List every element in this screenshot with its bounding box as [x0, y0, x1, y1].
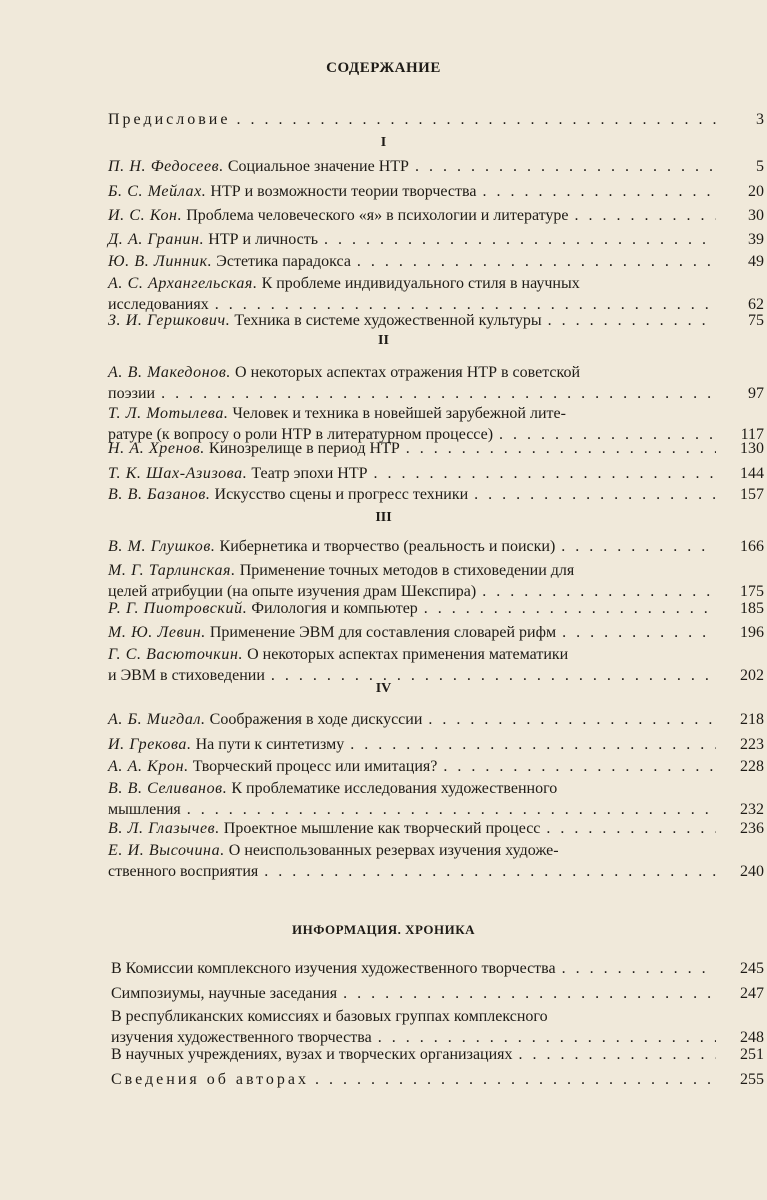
toc-entry: [108, 622, 764, 643]
toc-entry-preface: [108, 109, 764, 130]
entry-text: [108, 799, 181, 820]
entry-title-line: Техника в системе художественной культуры: [234, 312, 542, 329]
entry-title-line: Филология и компьютер: [251, 600, 418, 617]
entry-line: [108, 536, 764, 557]
dot-leader: [315, 1069, 716, 1090]
dot-leader: [562, 958, 716, 979]
toc-entry: [108, 273, 764, 315]
entry-line: [108, 362, 764, 383]
entry-text: [108, 383, 155, 404]
entry-title-line: Эстетика парадокса: [216, 253, 351, 270]
dot-leader: [343, 983, 716, 1004]
entry-text: [108, 818, 540, 839]
entry-line: [108, 709, 764, 730]
page-number: 251: [740, 1046, 764, 1063]
entry-text: [108, 251, 351, 272]
entry-author: М. Ю. Левин.: [108, 624, 206, 641]
page-number: 228: [740, 758, 764, 775]
page-number: 144: [740, 465, 764, 482]
toc-entry: [108, 536, 764, 557]
entry-title-line: Проблема человеческого «я» в психологии и литературе: [186, 207, 569, 224]
entry-text: [108, 229, 318, 250]
page-number: 196: [740, 624, 764, 641]
entry-title-line: исследованиях: [108, 296, 209, 313]
entry-author: З. И. Гершкович.: [108, 312, 231, 329]
entry-author: А. А. Крон.: [108, 758, 189, 775]
dot-leader: [546, 818, 716, 839]
entry-author: Т. Л. Мотылева.: [108, 405, 229, 422]
page-number: 218: [740, 711, 764, 728]
entry-line: [108, 861, 764, 882]
toc-entry: [108, 598, 764, 619]
entry-title-line: Социальное значение НТР: [227, 158, 409, 175]
entry-title-line: На пути к синтетизму: [195, 736, 345, 753]
entry-line: [108, 109, 764, 130]
dot-leader: [415, 156, 716, 177]
dot-leader: [575, 205, 716, 226]
toc-entry: [108, 709, 764, 730]
entry-text: [108, 644, 568, 665]
dot-leader: [373, 463, 716, 484]
entry-text: [108, 536, 555, 557]
entry-author: Р. Г. Пиотровский.: [108, 600, 248, 617]
page-number: 5: [756, 158, 764, 175]
entry-author: Д. А. Гранин.: [108, 231, 205, 248]
page-number: 3: [756, 111, 764, 128]
entry-line: [111, 1006, 764, 1027]
entry-title-line: Предисловие: [108, 111, 231, 128]
page-number: 185: [740, 600, 764, 617]
toc-entry: [108, 756, 764, 777]
entry-text: [111, 958, 556, 979]
entry-text: [108, 622, 556, 643]
dot-leader: [424, 598, 716, 619]
toc-entry: [108, 840, 764, 882]
entry-text: [111, 983, 337, 1004]
page-number: 30: [748, 207, 764, 224]
entry-line: [108, 383, 764, 404]
entry-line: [108, 644, 764, 665]
page-title: СОДЕРЖАНИЕ: [326, 60, 441, 76]
entry-author: М. Г. Тарлинская.: [108, 562, 236, 579]
entry-title-line: ратуре (к вопросу о роли НТР в литературном процессе): [108, 426, 494, 443]
entry-title-line: Театр эпохи НТР: [251, 465, 368, 482]
entry-line: [108, 156, 764, 177]
entry-text: [108, 273, 580, 294]
dot-leader: [161, 383, 716, 404]
entry-title-line: ственного восприятия: [108, 863, 259, 880]
entry-author: А. Б. Мигдал.: [108, 711, 206, 728]
entry-line: [111, 983, 764, 1004]
entry-title-line: Применение ЭВМ для составления словарей рифм: [209, 624, 557, 641]
entry-title-line: Кинозрелище в период НТР: [208, 440, 400, 457]
entry-text: [108, 709, 422, 730]
entry-line: [108, 273, 764, 294]
entry-line: [108, 403, 764, 424]
toc-entry: [108, 310, 764, 331]
entry-line: [111, 1069, 764, 1090]
entry-line: [108, 734, 764, 755]
entry-title-line: Применение точных методов в стиховедении для: [239, 562, 575, 579]
entry-title-line: Проектное мышление как творческий процесс: [223, 820, 541, 837]
page-number: 157: [740, 486, 764, 503]
entry-line: [108, 463, 764, 484]
dot-leader: [561, 536, 716, 557]
dot-leader: [428, 709, 716, 730]
info-entry: [111, 1006, 764, 1048]
entry-line: [108, 840, 764, 861]
entry-text: [111, 1069, 309, 1090]
entry-title-line: К проблеме индивидуального стиля в научных: [261, 275, 580, 292]
entry-title-line: О некоторых аспектах применения математики: [247, 646, 569, 663]
entry-title-line: Искусство сцены и прогресс техники: [214, 486, 469, 503]
page-number: 245: [740, 960, 764, 977]
entry-title-line: Кибернетика и творчество (реальность и поиски): [219, 538, 556, 555]
entry-line: [111, 958, 764, 979]
entry-line: [108, 756, 764, 777]
entry-text: [108, 734, 344, 755]
toc-entry: [108, 734, 764, 755]
entry-line: [108, 484, 764, 505]
dot-leader: [406, 438, 716, 459]
entry-author: В. В. Базанов.: [108, 486, 211, 503]
page-number: 236: [740, 820, 764, 837]
entry-author: В. Л. Глазычев.: [108, 820, 220, 837]
page-number: 117: [740, 426, 764, 443]
toc-entry: [108, 362, 764, 404]
entry-line: [108, 251, 764, 272]
toc-entry: [108, 818, 764, 839]
page-number: 166: [740, 538, 764, 555]
page-number: 223: [740, 736, 764, 753]
page-number: 62: [748, 296, 764, 313]
page-number: 240: [740, 863, 764, 880]
entry-line: [108, 438, 764, 459]
entry-title-line: В Комиссии комплексного изучения художественного творчества: [111, 960, 556, 977]
entry-title-line: В республиканских комиссиях и базовых группах комплексного: [111, 1008, 548, 1025]
dot-leader: [562, 622, 716, 643]
section-numeral: III: [375, 510, 392, 525]
page-number: 75: [748, 312, 764, 329]
entry-title-line: К проблематике исследования художественного: [231, 780, 558, 797]
page-number: 255: [740, 1071, 764, 1088]
entry-line: [108, 560, 764, 581]
dot-leader: [474, 484, 716, 505]
entry-title-line: Человек и техника в новейшей зарубежной лите-: [232, 405, 566, 422]
entry-author: П. Н. Федосеев.: [108, 158, 224, 175]
entry-title-line: Соображения в ходе дискуссии: [209, 711, 423, 728]
entry-title-line: поэзии: [108, 385, 156, 402]
entry-text: [108, 156, 409, 177]
page-number: 49: [748, 253, 764, 270]
toc-entry: [108, 484, 764, 505]
page-number: 248: [740, 1029, 764, 1046]
info-entry: [111, 983, 764, 1004]
toc-entry: [108, 251, 764, 272]
entry-title-line: НТР и возможности теории творчества: [210, 183, 477, 200]
entry-author: Е. И. Высочина.: [108, 842, 225, 859]
entry-author: И. С. Кон.: [108, 207, 183, 224]
entry-author: Т. К. Шах-Азизова.: [108, 465, 248, 482]
toc-entry: [108, 156, 764, 177]
entry-text: [108, 463, 367, 484]
page-number: 247: [740, 985, 764, 1002]
dot-leader: [187, 799, 716, 820]
entry-text: [108, 778, 557, 799]
entry-title-line: мышления: [108, 801, 181, 818]
page-number: 130: [740, 440, 764, 457]
entry-line: [108, 229, 764, 250]
info-entry: [111, 1069, 764, 1090]
entry-text: [108, 362, 580, 383]
entry-author: А. В. Македонов.: [108, 364, 232, 381]
dot-leader: [357, 251, 716, 272]
dot-leader: [519, 1044, 716, 1065]
entry-title-line: целей атрибуции (на опыте изучения драм Шекспира): [108, 583, 477, 600]
toc-entry: [108, 438, 764, 459]
entry-text: [111, 1006, 548, 1027]
toc-entry: [108, 463, 764, 484]
entry-title-line: Симпозиумы, научные заседания: [111, 985, 338, 1002]
toc-entry: [108, 560, 764, 602]
page-number: 202: [740, 667, 764, 684]
entry-line: [108, 598, 764, 619]
dot-leader: [548, 310, 716, 331]
toc-entry: [108, 778, 764, 820]
toc-entry: [108, 229, 764, 250]
entry-text: [108, 403, 566, 424]
entry-title-line: Творческий процесс или имитация?: [192, 758, 438, 775]
entry-author: Н. А. Хренов.: [108, 440, 205, 457]
info-heading: ИНФОРМАЦИЯ. ХРОНИКА: [291, 922, 476, 937]
toc-entry: [108, 181, 764, 202]
page-number: 232: [740, 801, 764, 818]
dot-leader: [236, 109, 716, 130]
entry-text: [108, 560, 574, 581]
dot-leader: [350, 734, 716, 755]
page-number: 20: [748, 183, 764, 200]
entry-line: [108, 778, 764, 799]
page-number: 39: [748, 231, 764, 248]
section-numeral: II: [378, 333, 389, 348]
entry-author: А. С. Архангельская.: [108, 275, 258, 292]
entry-line: [108, 310, 764, 331]
entry-text: [108, 598, 418, 619]
entry-title-line: О некоторых аспектах отражения НТР в советской: [235, 364, 580, 381]
entry-text: [111, 1044, 513, 1065]
entry-text: [108, 756, 437, 777]
section-numeral: I: [380, 135, 387, 150]
entry-title-line: изучения художественного творчества: [111, 1029, 372, 1046]
entry-text: [108, 109, 230, 130]
entry-author: В. М. Глушков.: [108, 538, 216, 555]
dot-leader: [264, 861, 716, 882]
entry-author: И. Грекова.: [108, 736, 192, 753]
section-numeral: IV: [375, 681, 392, 696]
entry-line: [108, 818, 764, 839]
dot-leader: [443, 756, 716, 777]
dot-leader: [324, 229, 716, 250]
entry-text: [108, 181, 476, 202]
entry-text: [108, 484, 468, 505]
entry-line: [108, 205, 764, 226]
entry-text: [108, 438, 400, 459]
info-entry: [111, 1044, 764, 1065]
info-entry: [111, 958, 764, 979]
entry-text: [108, 310, 542, 331]
entry-title-line: Сведения об авторах: [111, 1071, 310, 1088]
entry-author: В. В. Селиванов.: [108, 780, 228, 797]
dot-leader: [482, 181, 716, 202]
entry-line: [111, 1044, 764, 1065]
entry-text: [108, 840, 559, 861]
entry-author: Г. С. Васюточкин.: [108, 646, 244, 663]
entry-title-line: В научных учреждениях, вузах и творческих организациях: [111, 1046, 513, 1063]
entry-title-line: О неиспользованных резервах изучения художе-: [228, 842, 559, 859]
entry-line: [108, 799, 764, 820]
entry-line: [108, 181, 764, 202]
toc-entry: [108, 205, 764, 226]
entry-line: [108, 622, 764, 643]
entry-author: Ю. В. Линник.: [108, 253, 213, 270]
entry-title-line: и ЭВМ в стиховедении: [108, 667, 265, 684]
entry-text: [108, 205, 569, 226]
page-number: 97: [748, 385, 764, 402]
entry-text: [108, 861, 258, 882]
page-number: 175: [740, 583, 764, 600]
entry-title-line: НТР и личность: [208, 231, 319, 248]
entry-author: Б. С. Мейлах.: [108, 183, 207, 200]
